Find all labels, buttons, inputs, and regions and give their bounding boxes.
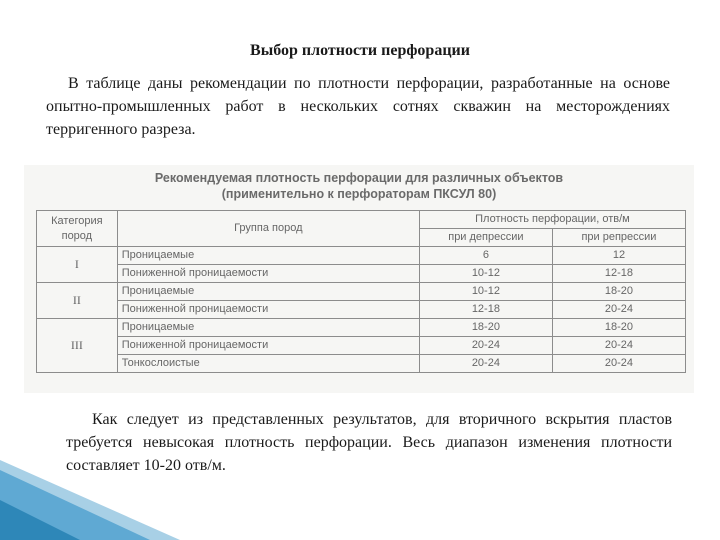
perforation-density-table <box>36 210 686 373</box>
table-title-line1: Рекомендуемая плотность перфорации для различных объектов <box>154 171 564 185</box>
depression-cell: 10-12 <box>419 283 552 301</box>
repression-cell: 12-18 <box>552 265 685 283</box>
repression-cell: 18-20 <box>552 283 685 301</box>
repression-cell: 20-24 <box>552 355 685 373</box>
depression-cell: 20-24 <box>419 337 552 355</box>
scanned-table-image <box>24 165 694 393</box>
group-cell: Проницаемые <box>117 283 419 301</box>
table-title-line2: (применительно к перфораторам ПКСУЛ 80) <box>221 187 497 201</box>
depression-cell: 10-12 <box>419 265 552 283</box>
header-group: Группа пород <box>117 211 419 247</box>
group-cell: Пониженной проницаемости <box>117 301 419 319</box>
table-row <box>37 283 686 301</box>
depression-cell: 12-18 <box>419 301 552 319</box>
header-density: Плотность перфорации, отв/м <box>419 211 685 229</box>
depression-cell: 6 <box>419 247 552 265</box>
header-category: Категория пород <box>37 211 118 247</box>
repression-cell: 18-20 <box>552 319 685 337</box>
table-row <box>37 337 686 355</box>
group-cell: Проницаемые <box>117 247 419 265</box>
repression-cell: 20-24 <box>552 301 685 319</box>
page-title: Выбор плотности перфорации <box>250 42 470 59</box>
table-row <box>37 301 686 319</box>
category-cell: II <box>37 283 118 319</box>
table-row <box>37 265 686 283</box>
intro-paragraph: В таблице даны рекомендации по плотности перфорации, разработанные на основе опытно-промышленных работ в нескольких сотнях скважин на месторождениях терригенного разреза. <box>46 75 670 138</box>
conclusion-paragraph: Как следует из представленных результатов, для вторичного вскрытия пластов требуется невысокая плотность перфорации. Весь диапазон изменения плотности составляет 10-20 отв/м. <box>66 411 672 474</box>
table-row <box>37 319 686 337</box>
group-cell: Проницаемые <box>117 319 419 337</box>
category-cell: I <box>37 247 118 283</box>
depression-cell: 18-20 <box>419 319 552 337</box>
repression-cell: 12 <box>552 247 685 265</box>
table-row <box>37 355 686 373</box>
depression-cell: 20-24 <box>419 355 552 373</box>
group-cell: Пониженной проницаемости <box>117 337 419 355</box>
repression-cell: 20-24 <box>552 337 685 355</box>
header-depression: при депрессии <box>419 229 552 247</box>
table-body <box>37 247 686 373</box>
group-cell: Пониженной проницаемости <box>117 265 419 283</box>
table-row <box>37 247 686 265</box>
group-cell: Тонкослоистые <box>117 355 419 373</box>
category-cell: III <box>37 319 118 373</box>
header-repression: при репрессии <box>552 229 685 247</box>
slide-corner-decoration <box>0 430 180 540</box>
